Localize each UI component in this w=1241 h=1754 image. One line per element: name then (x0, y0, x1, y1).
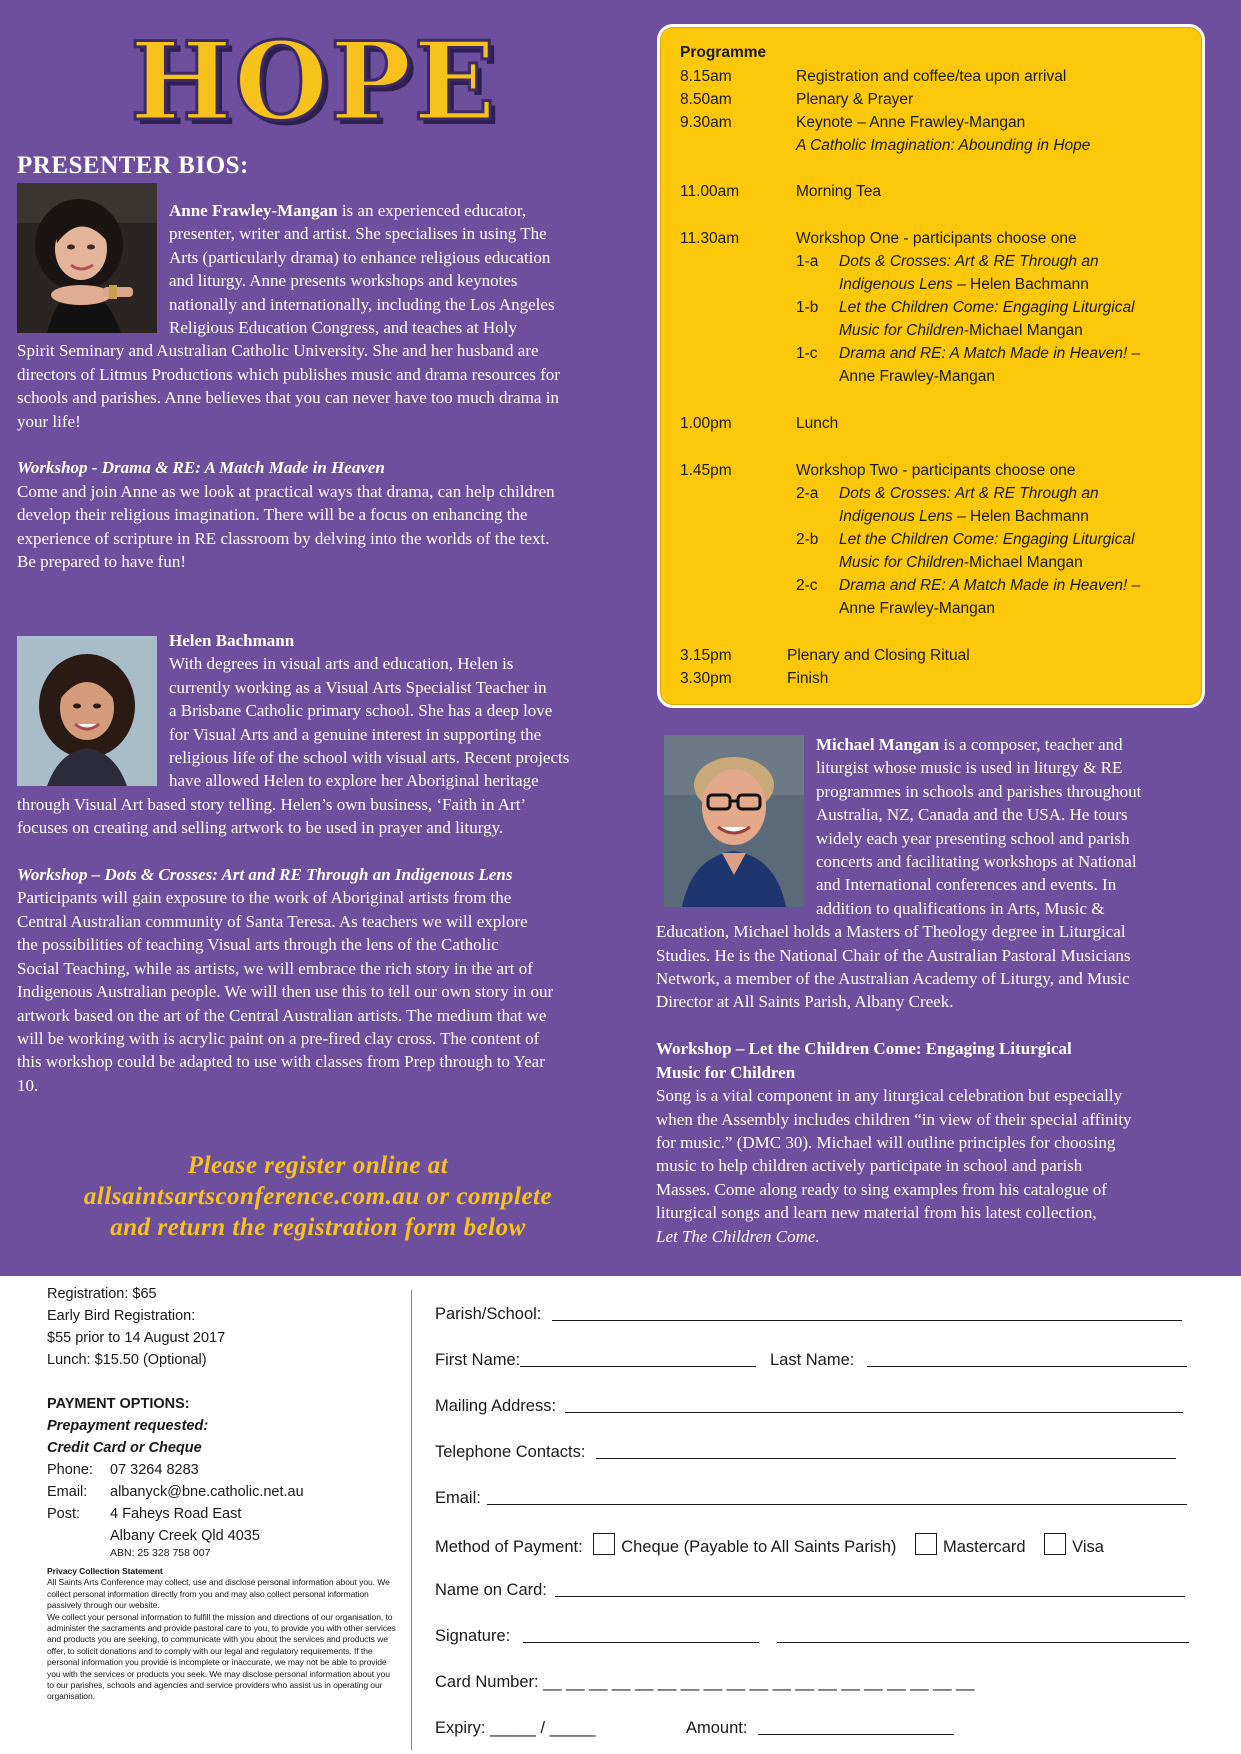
page-title: HOPE (130, 19, 498, 145)
contact-phone: 07 3264 8283 (110, 1462, 199, 1478)
parish-field[interactable]: Parish/School: (435, 1303, 1182, 1325)
name-on-card-field[interactable]: Name on Card: (435, 1579, 1185, 1601)
telephone-field[interactable]: Telephone Contacts: (435, 1441, 1176, 1463)
contact-email[interactable]: albanyck@bne.catholic.net.au (110, 1484, 304, 1500)
helen-workshop-title: Workshop – Dots & Crosses: Art and RE Through an Indigenous Lens (17, 865, 513, 885)
email-field[interactable]: Email: (435, 1487, 1187, 1509)
last-name-field[interactable]: Last Name: (770, 1349, 1187, 1371)
programme-heading: Programme (680, 44, 767, 61)
michael-name: Michael Mangan (816, 735, 940, 754)
payment-heading: PAYMENT OPTIONS: (47, 1396, 190, 1412)
fee-early-bird: Early Bird Registration: (47, 1308, 196, 1324)
form-divider (411, 1290, 412, 1750)
mailing-address-field[interactable]: Mailing Address: (435, 1395, 1183, 1417)
amount-field[interactable]: Amount: (686, 1717, 954, 1739)
fee-lunch: Lunch: $15.50 (Optional) (47, 1352, 207, 1368)
abn: ABN: 25 328 758 007 (110, 1547, 211, 1559)
register-url[interactable]: allsaintsartsconference.com.au or complete (83, 1183, 553, 1210)
privacy-statement: Privacy Collection Statement All Saints Arts Conference may collect, use and disclose personal information about you. We collect personal information directly from you and may also collect personal information passively through our website. We collect your personal information to fulfill the mission and directions of our organisation, to administer the sacraments and provide pastoral care to you, to provide you with other services and products you are seeking, to communicate with you about the services and products we offer, to solicit donations and to comply with our legal and regulatory requirements. If the personal information you provide is incomplete or inaccurate, we may not be able to provide you with the services or products you seek. We may disclose personal information about you to our parishes, schools and agencies and service providers who assist us in operating our organisation. (47, 1566, 396, 1702)
first-name-field[interactable]: First Name: (435, 1349, 756, 1371)
anne-bio: Anne Frawley-Mangan is an experienced educator, presenter, writer and artist. She specialises in using The Arts (particularly drama) to enhance religious education and liturgy. Anne presents workshops and keynotes nationally and internationally, including the Los Angeles Religious Education Congress, and teaches at Holy Spirit Seminary and Australian Catholic University. She and her husband are directors of Litmus Productions which publishes music and drama resources for schools and parishes. Anne believes that you can never have too much drama in your life! Workshop - Drama & RE: A Match Made in Heaven Come and join Anne as we look at practical ways that drama, can help children develop their religious imagination. There will be a focus on enhancing the experience of scripture in RE classroom by delving into the worlds of the text. Be prepared to have fun! (17, 199, 637, 574)
michael-bio: Michael Mangan is a composer, teacher and liturgist whose music is used in liturgy & RE programmes in schools and parishes throughout Australia, NZ, Canada and the USA. He tours widely each year presenting school and parish concerts and facilitating workshops at National and International conferences and events. In addition to qualifications in Arts, Music & Education, Michael holds a Masters of Theology degree in Liturgical Studies. He is the National Chair of the Australian Pastoral Musicians Network, a member of the Australian Academy of Liturgy, and Music Director at All Saints Parish, Albany Creek. Workshop – Let the Children Come: Engaging Liturgical Music for Children Song is a vital component in any liturgical celebration but especially when the Assembly includes children “in view of their special affinity for music.” (DMC 30). Michael will outline principles for choosing music to help children actively participate in school and parish Masses. Come along ready to sing examples from his catalogue of liturgical songs and learn new material from his latest collection, Let The Children Come. (656, 733, 1226, 1248)
michael-workshop-title: Workshop – Let the Children Come: Engaging Liturgical (656, 1039, 1072, 1059)
fee-early-bird-price: $55 prior to 14 August 2017 (47, 1330, 226, 1346)
keynote-title: A Catholic Imagination: Abounding in Hope (796, 137, 1091, 154)
anne-name: Anne Frawley-Mangan (169, 201, 338, 220)
helen-name: Helen Bachmann (169, 631, 295, 650)
expiry-field[interactable]: Expiry: _____ / _____ (435, 1719, 596, 1737)
card-number-field[interactable]: Card Number: __ __ __ __ __ __ __ __ __ __ __ __ __ __ __ __ __ __ __ (435, 1673, 975, 1691)
bios-heading: PRESENTER BIOS: (17, 152, 249, 179)
visa-checkbox[interactable] (1044, 1533, 1066, 1555)
mastercard-checkbox[interactable] (915, 1533, 937, 1555)
anne-workshop-title: Workshop - Drama & RE: A Match Made in Heaven (17, 458, 385, 478)
cheque-checkbox[interactable] (593, 1533, 615, 1555)
helen-bio: Helen Bachmann With degrees in visual arts and education, Helen is currently working as a Visual Arts Specialist Teacher in a Brisbane Catholic primary school. She has a deep love for Visual Arts and a genuine interest in supporting the religious life of the school with visual arts. Recent projects have allowed Helen to explore her Aboriginal heritage through Visual Art based story telling. Helen’s own business, ‘Faith in Art’ focuses on creating and selling artwork to be used in prayer and liturgy. Workshop – Dots & Crosses: Art and RE Through an Indigenous Lens Participants will gain exposure to the work of Aboriginal artists from the Central Australian community of Santa Teresa. As teachers we will explore the possibilities of teaching Visual arts through the lens of the Catholic Social Teaching, while as artists, we will embrace the rich story in the art of Indigenous Australian people. We will then use this to tell our own story in our artwork based on the art of the Central Australian artists. The medium that we will be working with is acrylic paint on a pre-fired clay cross. The content of this workshop could be adapted to use with classes from Prep through to Year 10. (17, 629, 637, 1097)
register-cta: Please register online at allsaintsartsconference.com.au or complete and return the registration form below (18, 1150, 618, 1243)
signature-field[interactable]: Signature: (435, 1625, 1189, 1647)
fee-registration: Registration: $65 (47, 1286, 157, 1302)
payment-method-field: Method of Payment: Cheque (Payable to All Saints Parish) Mastercard Visa (435, 1533, 1104, 1558)
